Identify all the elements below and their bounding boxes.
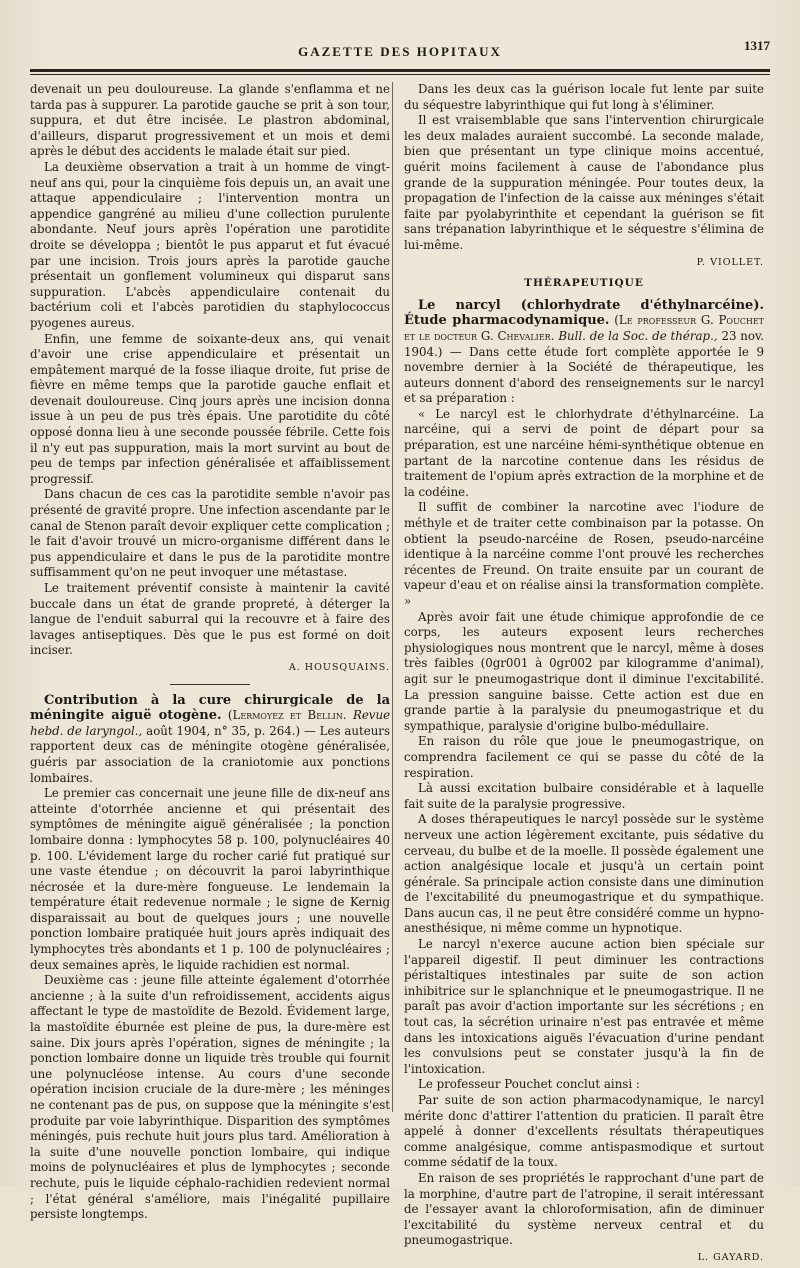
paragraph: Après avoir fait une étude chimique approfondie de ce corps, les auteurs exposent leurs recherches physiologiques nous montrent que le narcyl, même à doses très faibles (0gr001 à 0gr002 par kilogramme d'animal), agit sur le pneumogastrique dont il diminue l'excitabilité. La pression sanguine baisse. Cette action est due en grande partie à la paralysie du pneumogastrique et du sympathique, paralysie d'origine bulbo-médullaire.: [404, 609, 764, 733]
article-summary: 23 nov. 1904.) — Dans cette étude fort complète apportée le 9 novembre dernier à la Société de thérapeutique, les auteurs donnent d'abord des renseignements sur le narcyl et sa préparation :: [404, 328, 765, 406]
paragraph: Par suite de son action pharmacodynamique, le narcyl mérite donc d'attirer l'attention du praticien. Il paraît être appelé à donner d'excellents résultats thérapeutiques comme analgésique, comme antispasmodique et surtout comme sédatif de la toux.: [404, 1093, 764, 1170]
article-separator: [170, 684, 250, 685]
paragraph: Il suffit de combiner la narcotine avec l'iodure de méthyle et de traiter cette combinaison par la potasse. On obtient la pseudo-narcéine de Rosen, pseudo-narcéine identique à la narcéine comme l'ont prouvé les recherches récentes de Freund. On traite ensuite par un courant de vapeur d'eau et on réalise ainsi la transformation complète. »: [404, 500, 764, 608]
article-title: Contribution à la cure chirurgicale de la méningite aiguë otogène.: [30, 692, 390, 724]
article-authors: (Lermoyez et Bellin.: [227, 708, 347, 723]
paragraph: En raison du rôle que joue le pneumogastrique, on comprendra facilement ce qui se passe du côté de la respiration.: [404, 734, 764, 780]
header-rule: [30, 69, 770, 72]
article-title: Le narcyl (chlorhydrate d'éthylnarcéine). Étude pharmacodynamique.: [404, 297, 764, 329]
paragraph: Deuxième cas : jeune fille atteinte également d'otorrhée ancienne ; à la suite d'un refroidissement, accidents aigus affectant le type de mastoïdite de Bezold. Évidement large, la mastoïdite éburnée est pleine de pus, la dure-mère est saine. Dix jours après l'opération, signes de méningite ; la ponction lombaire donne un liquide très trouble qui fournit une polynucléose intense. Au cours d'une seconde opération incision cruciale de la dure-mère ; les méninges ne contenant pas de pus, on suppose que la méningite s'est produite par voie labyrinthique. Disparition des symptômes méningés, puis rechute huit jours plus tard. Amélioration à la suite d'une nouvelle ponction lombaire, qui indique moins de polynucléaires et plus de lymphocytes ; seconde rechute, puis le liquide céphalo-rachidien redevient normal ; l'état général s'améliore, mais l'inégalité pupillaire persiste longtemps.: [30, 973, 390, 1222]
section-heading: THÉRAPEUTIQUE: [524, 277, 644, 290]
paragraph: Là aussi excitation bulbaire considérable et à laquelle fait suite de la paralysie progressive.: [404, 781, 764, 811]
paragraph: En raison de ses propriétés le rapprochant d'une part de la morphine, d'autre part de l'atropine, il serait intéressant de l'essayer avant la chloroformisation, afin de diminuer l'excitabilité du système nerveux central et du pneumogastrique.: [404, 1170, 764, 1248]
page-number: 1317: [744, 38, 770, 53]
header-rule-thin: [30, 74, 770, 75]
paragraph: devenait un peu douloureuse. La glande s'enflamma et ne tarda pas à suppurer. La parotide gauche se prit à son tour, suppura, et dut être incisée. Le plastron abdominal, d'ailleurs, disparut progressivement et un mois et demi après le début des accidents le malade était sur pied.: [30, 82, 390, 159]
paragraph: Le professeur Pouchet conclut ainsi :: [418, 1077, 640, 1092]
right-column: [404, 82, 764, 1268]
author-signature: L. GAYARD.: [697, 1251, 764, 1263]
article-summary: août 1904, n° 35, p. 264.) — Les auteurs rapportent deux cas de méningite otogène généralisée, guéris par association de la craniotomie aux ponctions lombaires.: [30, 723, 390, 785]
article-intro: [30, 693, 390, 787]
article-journal: Revue hebd. de laryngol.,: [30, 708, 391, 738]
author-signature: P. VIOLLET.: [696, 256, 764, 268]
paragraph: A doses thérapeutiques le narcyl possède sur le système nerveux une action légèrement excitante, puis sédative du cerveau, du bulbe et de la moelle. Il possède également une action analgésique locale et jusqu'à un certain point générale. Sa principale action consiste dans une diminution de l'excitabilité du pneumogastrique et du sympathique. Dans aucun cas, il ne peut être considéré comme un hypno-anesthésique, ni même comme un hypnotique.: [404, 812, 764, 936]
paragraph: Le premier cas concernait une jeune fille de dix-neuf ans atteinte d'otorrhée ancienne et qui présentait des symptômes de méningite aiguë généralisée ; la ponction lombaire donna : lymphocytes 58 p. 100, polynucléaires 40 p. 100. L'évidement large du rocher carié fut pratiqué sur une vaste étendue ; on découvrit la paroi labyrinthique nécrosée et la dure-mère fongueuse. Le lendemain la température était redevenue normale ; le signe de Kernig disparaissait au bout de quelques jours ; une nouvelle ponction lombaire pratiquée huit jours après indiquait des lymphocytes très abondants et 1 p. 100 de polynucléaires ; deux semaines après, le liquide rachidien est normal.: [30, 786, 390, 972]
paragraph: « Le narcyl est le chlorhydrate d'éthylnarcéine. La narcéine, qui a servi de point de départ pour sa préparation, est une narcéine hémi-synthétique obtenue en partant de la narcotine contenue dans les résidus de traitement de l'opium après extraction de la morphine et de la codéine.: [404, 406, 764, 499]
journal-title: GAZETTE DES HOPITAUX: [298, 44, 502, 59]
left-column: [30, 82, 390, 1223]
article-authors: (Le professeur G. Pouchet et le docteur G. Chevalier.: [404, 313, 765, 343]
paragraph: Dans les deux cas la guérison locale fut lente par suite du séquestre labyrinthique qui fut long à s'éliminer.: [404, 82, 764, 112]
paragraph: La deuxième observation a trait à un homme de vingt-neuf ans qui, pour la cinquième fois depuis un, an avait une attaque appendiculaire ; l'intervention montra un appendice gangréné au milieu d'une collection purulente abondante. Neuf jours après l'opération une parotidite droite se développa ; bientôt le pus apparut et fut évacué par une incision. Trois jours après la parotide gauche présentait un gonflement volumineux qui disparut sans suppuration. L'abcès appendiculaire contenait du bactérium coli et l'abcès parotidien du staphylococcus pyogenes aureus.: [30, 159, 390, 330]
article-intro: [404, 298, 764, 407]
paragraph: Le traitement préventif consiste à maintenir la cavité buccale dans un état de grande propreté, à déterger la langue de l'enduit saburral qui la recouvre et à faire des lavages antiseptiques. Dès que le pus est formé on doit inciser.: [30, 581, 390, 658]
page-header: [30, 36, 770, 64]
column-divider: [392, 82, 393, 1112]
article-journal: Bull. de la Soc. de thérap.,: [558, 328, 718, 343]
paragraph: Enfin, une femme de soixante-deux ans, qui venait d'avoir une crise appendiculaire et présentait un empâtement marqué de la fosse iliaque droite, fut prise de fièvre en même temps que la parotide gauche enflait et devenait douloureuse. Cinq jours après une incision donna issue à un peu de pus très épais. Une parotidite du côté opposé donna lieu à une seconde poussée fébrile. Cette fois il n'y eut pas suppuration, mais la mort survint au bout de peu de temps par infection généralisée et affaiblissement progressif.: [30, 331, 390, 486]
paragraph: Le narcyl n'exerce aucune action bien spéciale sur l'appareil digestif. Il peut diminuer les contractions péristaltiques intestinales par suite de son action inhibitrice sur le splanchnique et le pneumogastrique. Il ne paraît pas avoir d'action importante sur les sécrétions ; en tout cas, la sécrétion urinaire n'est pas entravée et même dans les intoxications aiguës l'évacuation d'urine pendant les convulsions peut se constater jusqu'à la fin de l'intoxication.: [404, 937, 764, 1076]
paragraph: Dans chacun de ces cas la parotidite semble n'avoir pas présenté de gravité propre. Une infection ascendante par le canal de Stenon paraît devoir expliquer cette complication ; le fait d'avoir trouvé un micro-organisme différent dans le pus appendiculaire et dans le pus de la parotidite montre suffisamment qu'on ne peut invoquer une métastase.: [30, 487, 390, 580]
author-signature: A. HOUSQUAINS.: [288, 661, 390, 673]
paragraph: Il est vraisemblable que sans l'intervention chirurgicale les deux malades auraient succombé. La seconde malade, bien que présentant un type clinique moins accentué, guérit moins facilement à cause de l'abondance plus grande de la suppuration méningée. Pour toutes deux, la propagation de l'infection de la caisse aux méninges s'était faite par pyolabyrinthite et cependant la guérison se fit sans trépanation labyrinthique et le séquestre s'élimina de lui-même.: [404, 113, 764, 252]
